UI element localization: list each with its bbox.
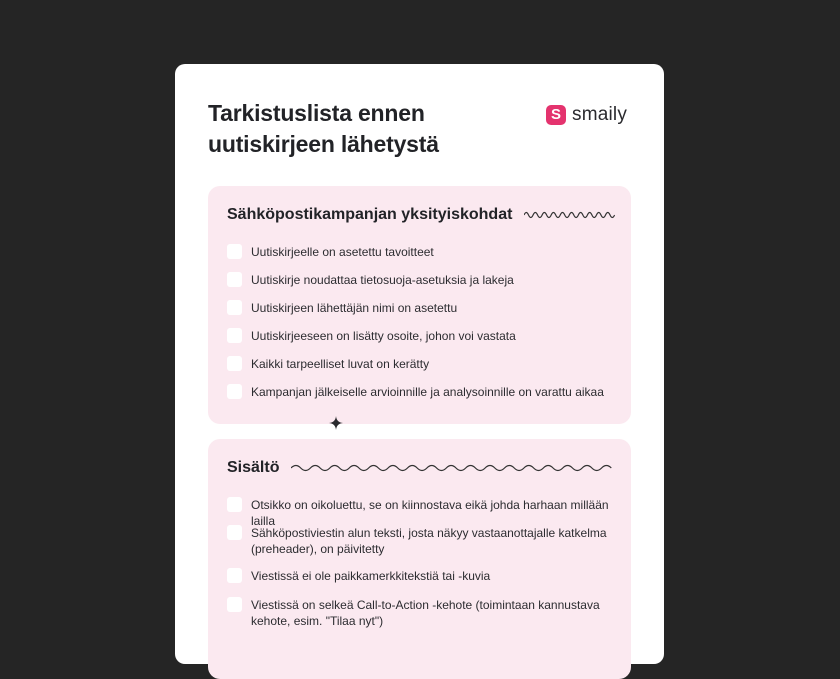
checklist-item[interactable]	[227, 244, 617, 260]
checkbox[interactable]	[227, 597, 242, 612]
smaily-logo-icon: S	[546, 105, 566, 125]
checkbox[interactable]	[227, 356, 242, 371]
checkbox[interactable]	[227, 244, 242, 259]
checkbox[interactable]	[227, 568, 242, 583]
checklist-item[interactable]	[227, 568, 617, 584]
checklist-item[interactable]	[227, 384, 617, 400]
section-header	[227, 206, 615, 224]
checklist-item-label: Uutiskirjeeseen on lisätty osoite, johon voi vastata	[251, 329, 516, 343]
checklist-item[interactable]	[227, 356, 617, 372]
squiggle-decoration-icon	[524, 209, 615, 221]
checklist-item[interactable]	[227, 597, 617, 629]
checkbox[interactable]	[227, 384, 242, 399]
checklist-item-label: Viestissä ei ole paikkamerkkitekstiä tai -kuvia	[251, 569, 491, 583]
page-title: Tarkistuslista ennen uutiskirjeen lähetystä	[208, 100, 439, 157]
checkbox[interactable]	[227, 497, 242, 512]
checkbox[interactable]	[227, 272, 242, 287]
checklist-item-label: Sähköpostiviestin alun teksti, josta näkyy vastaanottajalle katkelma (preheader), on päivitetty	[251, 526, 607, 556]
checklist-item-label: Kampanjan jälkeiselle arvioinnille ja analysoinnille on varattu aikaa	[251, 385, 604, 399]
section-header	[227, 459, 615, 477]
checklist-card	[175, 64, 664, 664]
section-campaign-details	[208, 186, 631, 424]
section-title: Sähköpostikampanjan yksityiskohdat	[227, 206, 513, 223]
checkbox[interactable]	[227, 300, 242, 315]
smaily-logo-text: smaily	[572, 104, 628, 125]
checklist-item[interactable]	[227, 328, 617, 344]
checklist-item-label: Uutiskirje noudattaa tietosuoja-asetuksia ja lakeja	[251, 273, 514, 287]
checkbox[interactable]	[227, 328, 242, 343]
sparkle-icon	[329, 416, 343, 430]
checklist-item-label: Kaikki tarpeelliset luvat on kerätty	[251, 357, 430, 371]
checklist-item[interactable]	[227, 300, 617, 316]
smaily-logo	[546, 104, 627, 126]
checklist-item[interactable]	[227, 272, 617, 288]
checklist-item-label: Uutiskirjeelle on asetettu tavoitteet	[251, 245, 434, 259]
section-title: Sisältö	[227, 459, 280, 476]
checklist-item-label: Otsikko on oikoluettu, se on kiinnostava eikä johda harhaan millään lailla	[251, 498, 609, 528]
checklist-item[interactable]	[227, 525, 617, 557]
checkbox[interactable]	[227, 525, 242, 540]
checklist-item-label: Viestissä on selkeä Call-to-Action -kehote (toimintaan kannustava kehote, esim. "Tilaa nyt")	[251, 598, 600, 628]
squiggle-decoration-icon	[291, 462, 615, 474]
checklist-item-label: Uutiskirjeen lähettäjän nimi on asetettu	[251, 301, 458, 315]
section-content	[208, 439, 631, 679]
